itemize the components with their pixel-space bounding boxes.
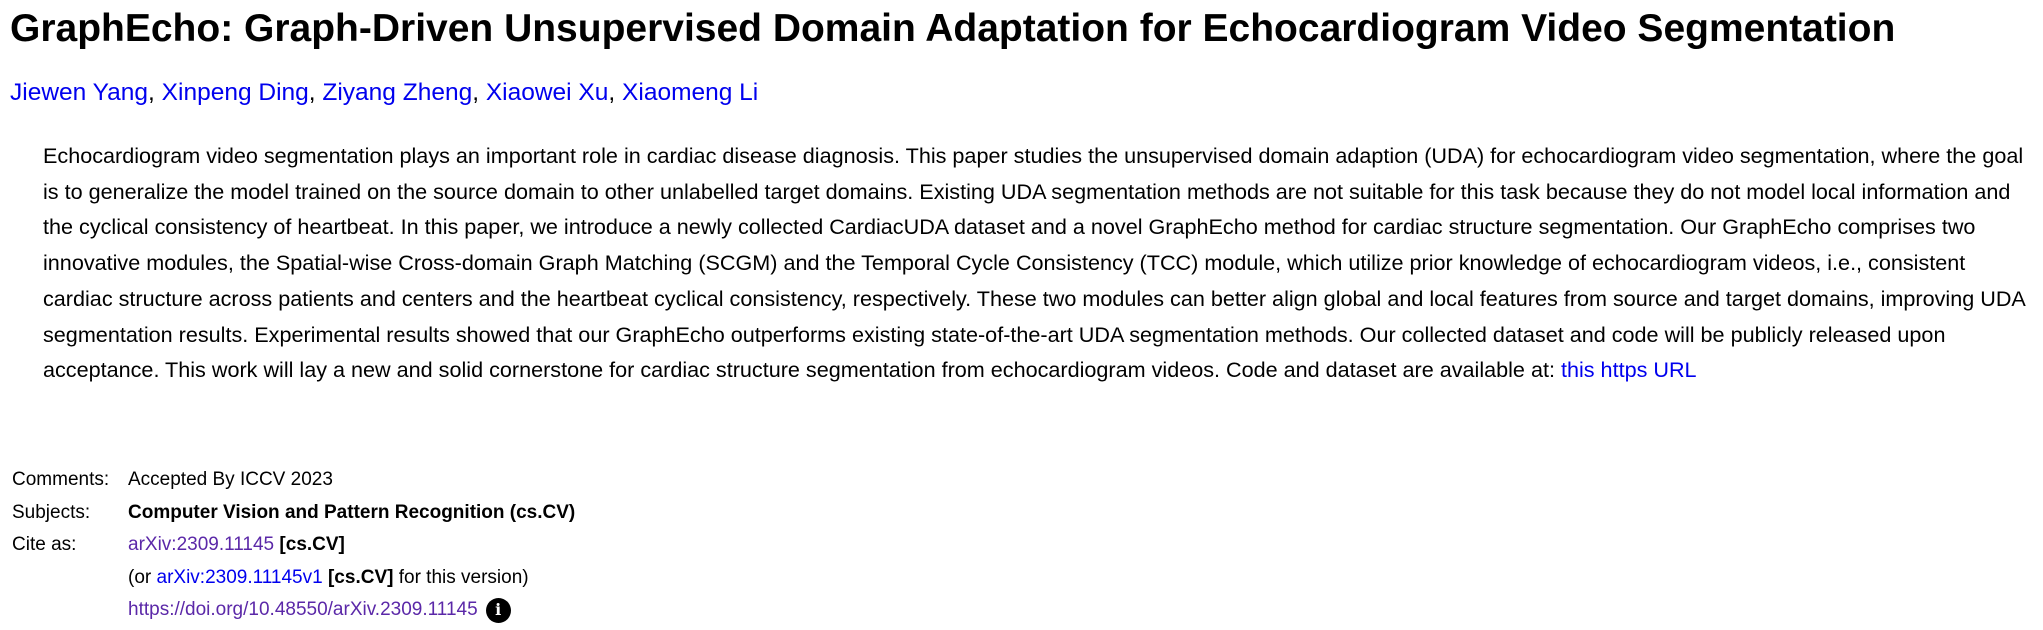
subjects-value: Computer Vision and Pattern Recognition (cs.CV) — [128, 501, 576, 523]
version-prefix: (or — [128, 566, 157, 588]
version-label-spacer — [12, 562, 128, 595]
author-separator: , — [472, 79, 486, 106]
version-category: [cs.CV] — [327, 566, 394, 588]
author-link-jiewen-yang[interactable]: Jiewen Yang — [10, 79, 149, 106]
cite-category: [cs.CV] — [279, 534, 345, 556]
author-separator: , — [148, 79, 162, 106]
paper-title: GraphEcho: Graph-Driven Unsupervised Domain Adaptation for Echocardiogram Video Segmentation — [10, 7, 1896, 50]
author-separator: , — [308, 79, 323, 106]
abstract-text: Echocardiogram video segmentation plays an important role in cardiac disease diagnosis. This paper studies the unsupervised domain adaption (UDA) for echocardiogram video segmentation, where the goal is to generalize the model trained on the source domain to other unlabelled target domains. Existing UDA segmentation methods are not suitable for this task because they do not model local information and the cyclical consistency of heartbeat. In this paper, we introduce a newly collected CardiacUDA dataset and a novel GraphEcho method for cardiac structure segmentation. Our GraphEcho comprises two innovative modules, the Spatial-wise Cross-domain Graph Matching (SCGM) and the Temporal Cycle Consistency (TCC) module, which utilize prior knowledge of echocardiogram videos, i.e., consistent cardiac structure across patients and centers and the heartbeat cyclical consistency, respectively. These two modules can better align global and local features from source and target domains, improving UDA segmentation results. Experimental results showed that our GraphEcho outperforms existing state-of-the-art UDA segmentation methods. Our collected dataset and code will be publicly released upon acceptance. This work will lay a new and solid cornerstone for cardiac structure segmentation from echocardiogram videos. Code and dataset are available at: — [43, 143, 2025, 383]
comments-value: Accepted By ICCV 2023 — [128, 469, 333, 490]
author-link-xiaomeng-li[interactable]: Xiaomeng Li — [622, 79, 759, 106]
author-link-xiaowei-xu[interactable]: Xiaowei Xu — [485, 79, 609, 106]
comments-row — [12, 464, 575, 497]
cite-value — [128, 529, 345, 562]
subjects-row — [12, 497, 575, 530]
doi-value — [128, 594, 511, 627]
version-value — [128, 562, 529, 595]
cite-arxiv-link[interactable]: arXiv:2309.11145 — [128, 534, 275, 556]
cite-label: Cite as: — [12, 534, 77, 556]
author-separator: , — [608, 79, 623, 106]
version-suffix: for this version) — [393, 566, 529, 588]
doi-row — [12, 594, 575, 627]
version-arxiv-link[interactable]: arXiv:2309.11145v1 — [156, 566, 323, 588]
metadata-table — [12, 464, 575, 627]
author-link-xinpeng-ding[interactable]: Xinpeng Ding — [161, 79, 309, 106]
code-dataset-link[interactable]: this https URL — [1560, 357, 1697, 383]
cite-row — [12, 529, 575, 562]
subjects-label: Subjects: — [12, 501, 91, 523]
author-list — [10, 76, 758, 110]
comments-label: Comments: — [12, 469, 110, 490]
doi-label-spacer — [12, 594, 128, 627]
author-link-ziyang-zheng[interactable]: Ziyang Zheng — [322, 79, 473, 106]
doi-link[interactable]: https://doi.org/10.48550/arXiv.2309.11145 — [128, 599, 478, 621]
info-icon[interactable]: i — [486, 598, 511, 623]
abstract-block — [43, 138, 2033, 388]
version-row — [12, 562, 575, 595]
